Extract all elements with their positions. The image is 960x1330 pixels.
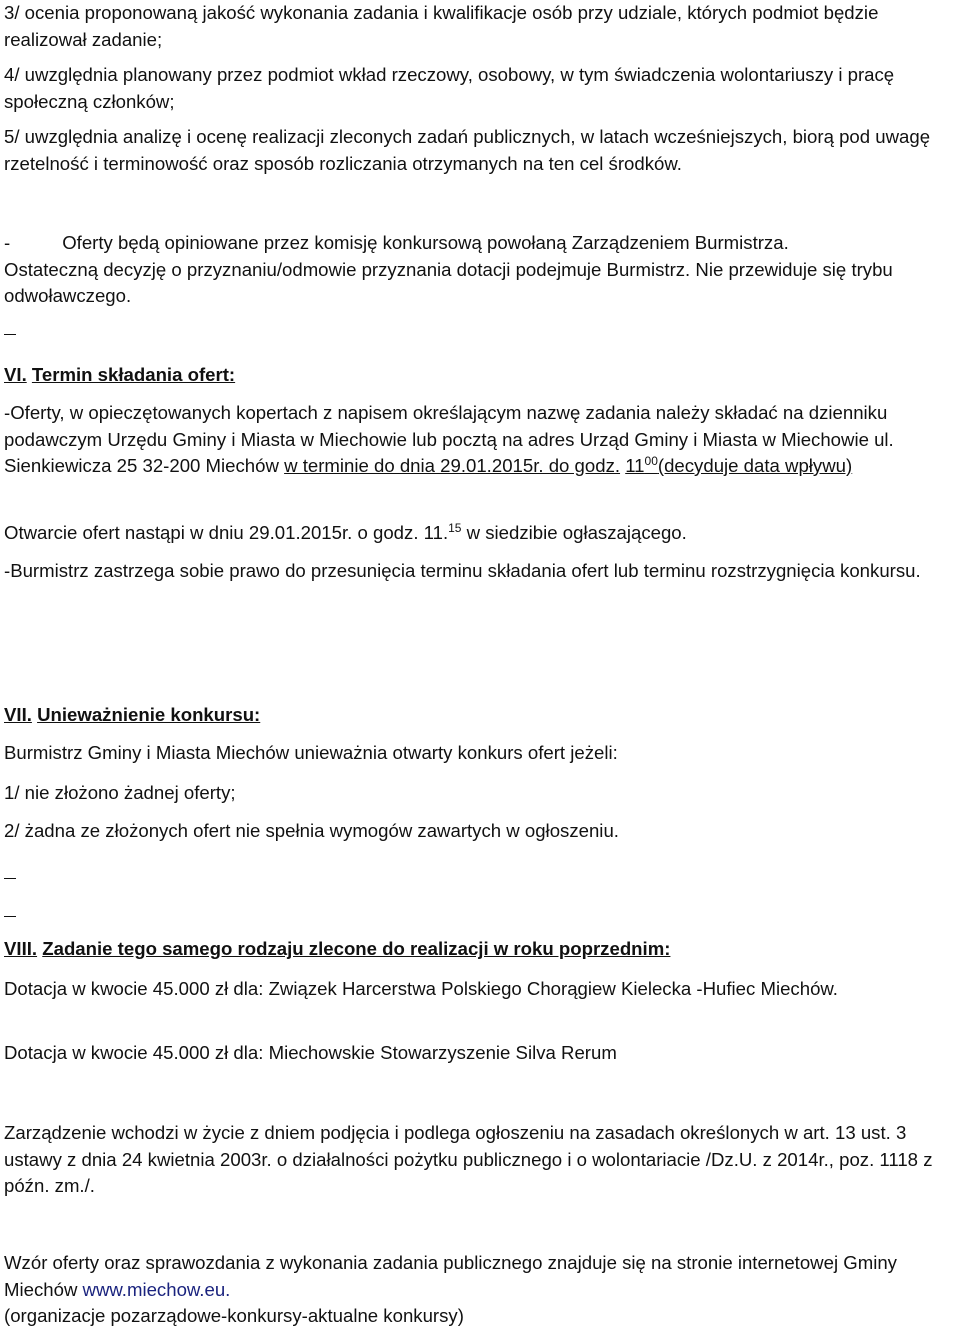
submission-deadline: w terminie do dnia 29.01.2015r. do godz. [284,455,621,476]
separator-mark [4,866,16,879]
website-link[interactable]: www.miechow.eu. [82,1278,231,1300]
section-8-title: Zadanie tego samego rodzaju zlecone do realizacji w roku poprzednim: [42,938,671,959]
section-8-heading [4,936,960,963]
criterion-5: 5/ uwzględnia analizę i ocenę realizacji zleconych zadań publicznych, w latach wcześniejszych, biorą pod uwagę rzetelność i terminowość oraz sposób rozliczania otrzymanych na ten cel środków. [4,126,931,174]
section-6-number: VI. [4,364,27,385]
section-7-intro: Burmistrz Gminy i Miasta Miechów unieważnia otwarty konkurs ofert jeżeli: [4,742,618,763]
section-7-item-1: 1/ nie złożono żadnej oferty; [4,782,236,803]
section-7-number: VII. [4,704,32,725]
form-info [4,1250,904,1330]
submission-minutes: 00 [644,454,658,468]
section-7-item-2: 2/ żadna ze złożonych ofert nie spełnia wymogów zawartych w ogłoszeniu. [4,820,619,841]
separator-mark [4,904,16,917]
separator-mark [4,322,16,335]
form-info-text: Wzór oferty oraz sprawozdania z wykonania zadania publicznego znajduje się na stronie internetowej Gminy Miechów [4,1252,897,1300]
commission-line-2: Ostateczną decyzję o przyznaniu/odmowie przyznania dotacji podejmuje Burmistrz. Nie przewiduje się trybu odwoławczego. [4,258,893,306]
commission-line-1: Oferty będą opiniowane przez komisję konkursową powołaną Zarządzeniem Burmistrza. [62,232,789,253]
submission-text: -Oferty, w opieczętowanych kopertach z napisem określającym nazwę zadania należy składać na dzienniku podawczym Urzędu Gminy i Miasta w Miechowie lub pocztą na adres Urząd Gminy i Miasta w Miechowie ul. Sienkiewicza 25 32-200 Miechów [4,402,894,476]
grant-2: Dotacja w kwocie 45.000 zł dla: Miechowskie Stowarzyszenie Silva Rerum [4,1042,617,1063]
section-8-number: VIII. [4,938,38,959]
section-6-submission-paragraph [4,400,956,480]
section-6-opening [4,520,956,547]
submission-hour: 11 [625,455,645,476]
submission-note: (decyduje data wpływu) [657,455,853,476]
legal-basis: Zarządzenie wchodzi w życie z dniem podjęcia i podlega ogłoszeniu na zasadach określonych w art. 13 ust. 3 ustawy z dnia 24 kwietnia 2003r. o działalności pożytku publicznego i o wolontariacie /Dz.U. z 2014r., poz. 1118 z późn. zm./. [4,1122,933,1196]
grant-1: Dotacja w kwocie 45.000 zł dla: Związek Harcerstwa Polskiego Chorągiew Kielecka -Hufiec Miechów. [4,978,838,999]
opening-place: w siedzibie ogłaszającego. [466,522,687,543]
form-info-path: (organizacje pozarządowe-konkursy-aktualne konkursy) [4,1305,464,1326]
opening-minutes: 15 [448,521,462,535]
section-6-reservation: -Burmistrz zastrzega sobie prawo do przesunięcia terminu składania ofert lub terminu rozstrzygnięcia konkursu. [4,560,921,581]
commission-paragraph [4,230,960,310]
criterion-3: 3/ ocenia proponowaną jakość wykonania zadania i kwalifikacje osób przy udziale, których podmiot będzie realizował zadanie; [4,2,879,50]
section-7-heading [4,702,260,729]
opening-text: Otwarcie ofert nastąpi w dniu 29.01.2015r. o godz. 11. [4,522,449,543]
section-6-heading [4,362,235,389]
section-7-title: Unieważnienie konkursu: [37,704,261,725]
criterion-4: 4/ uwzględnia planowany przez podmiot wkład rzeczowy, osobowy, w tym świadczenia wolontariuszy i pracę społeczną członków; [4,64,895,112]
section-6-title: Termin składania ofert: [31,364,236,385]
commission-dash: - [4,232,11,253]
